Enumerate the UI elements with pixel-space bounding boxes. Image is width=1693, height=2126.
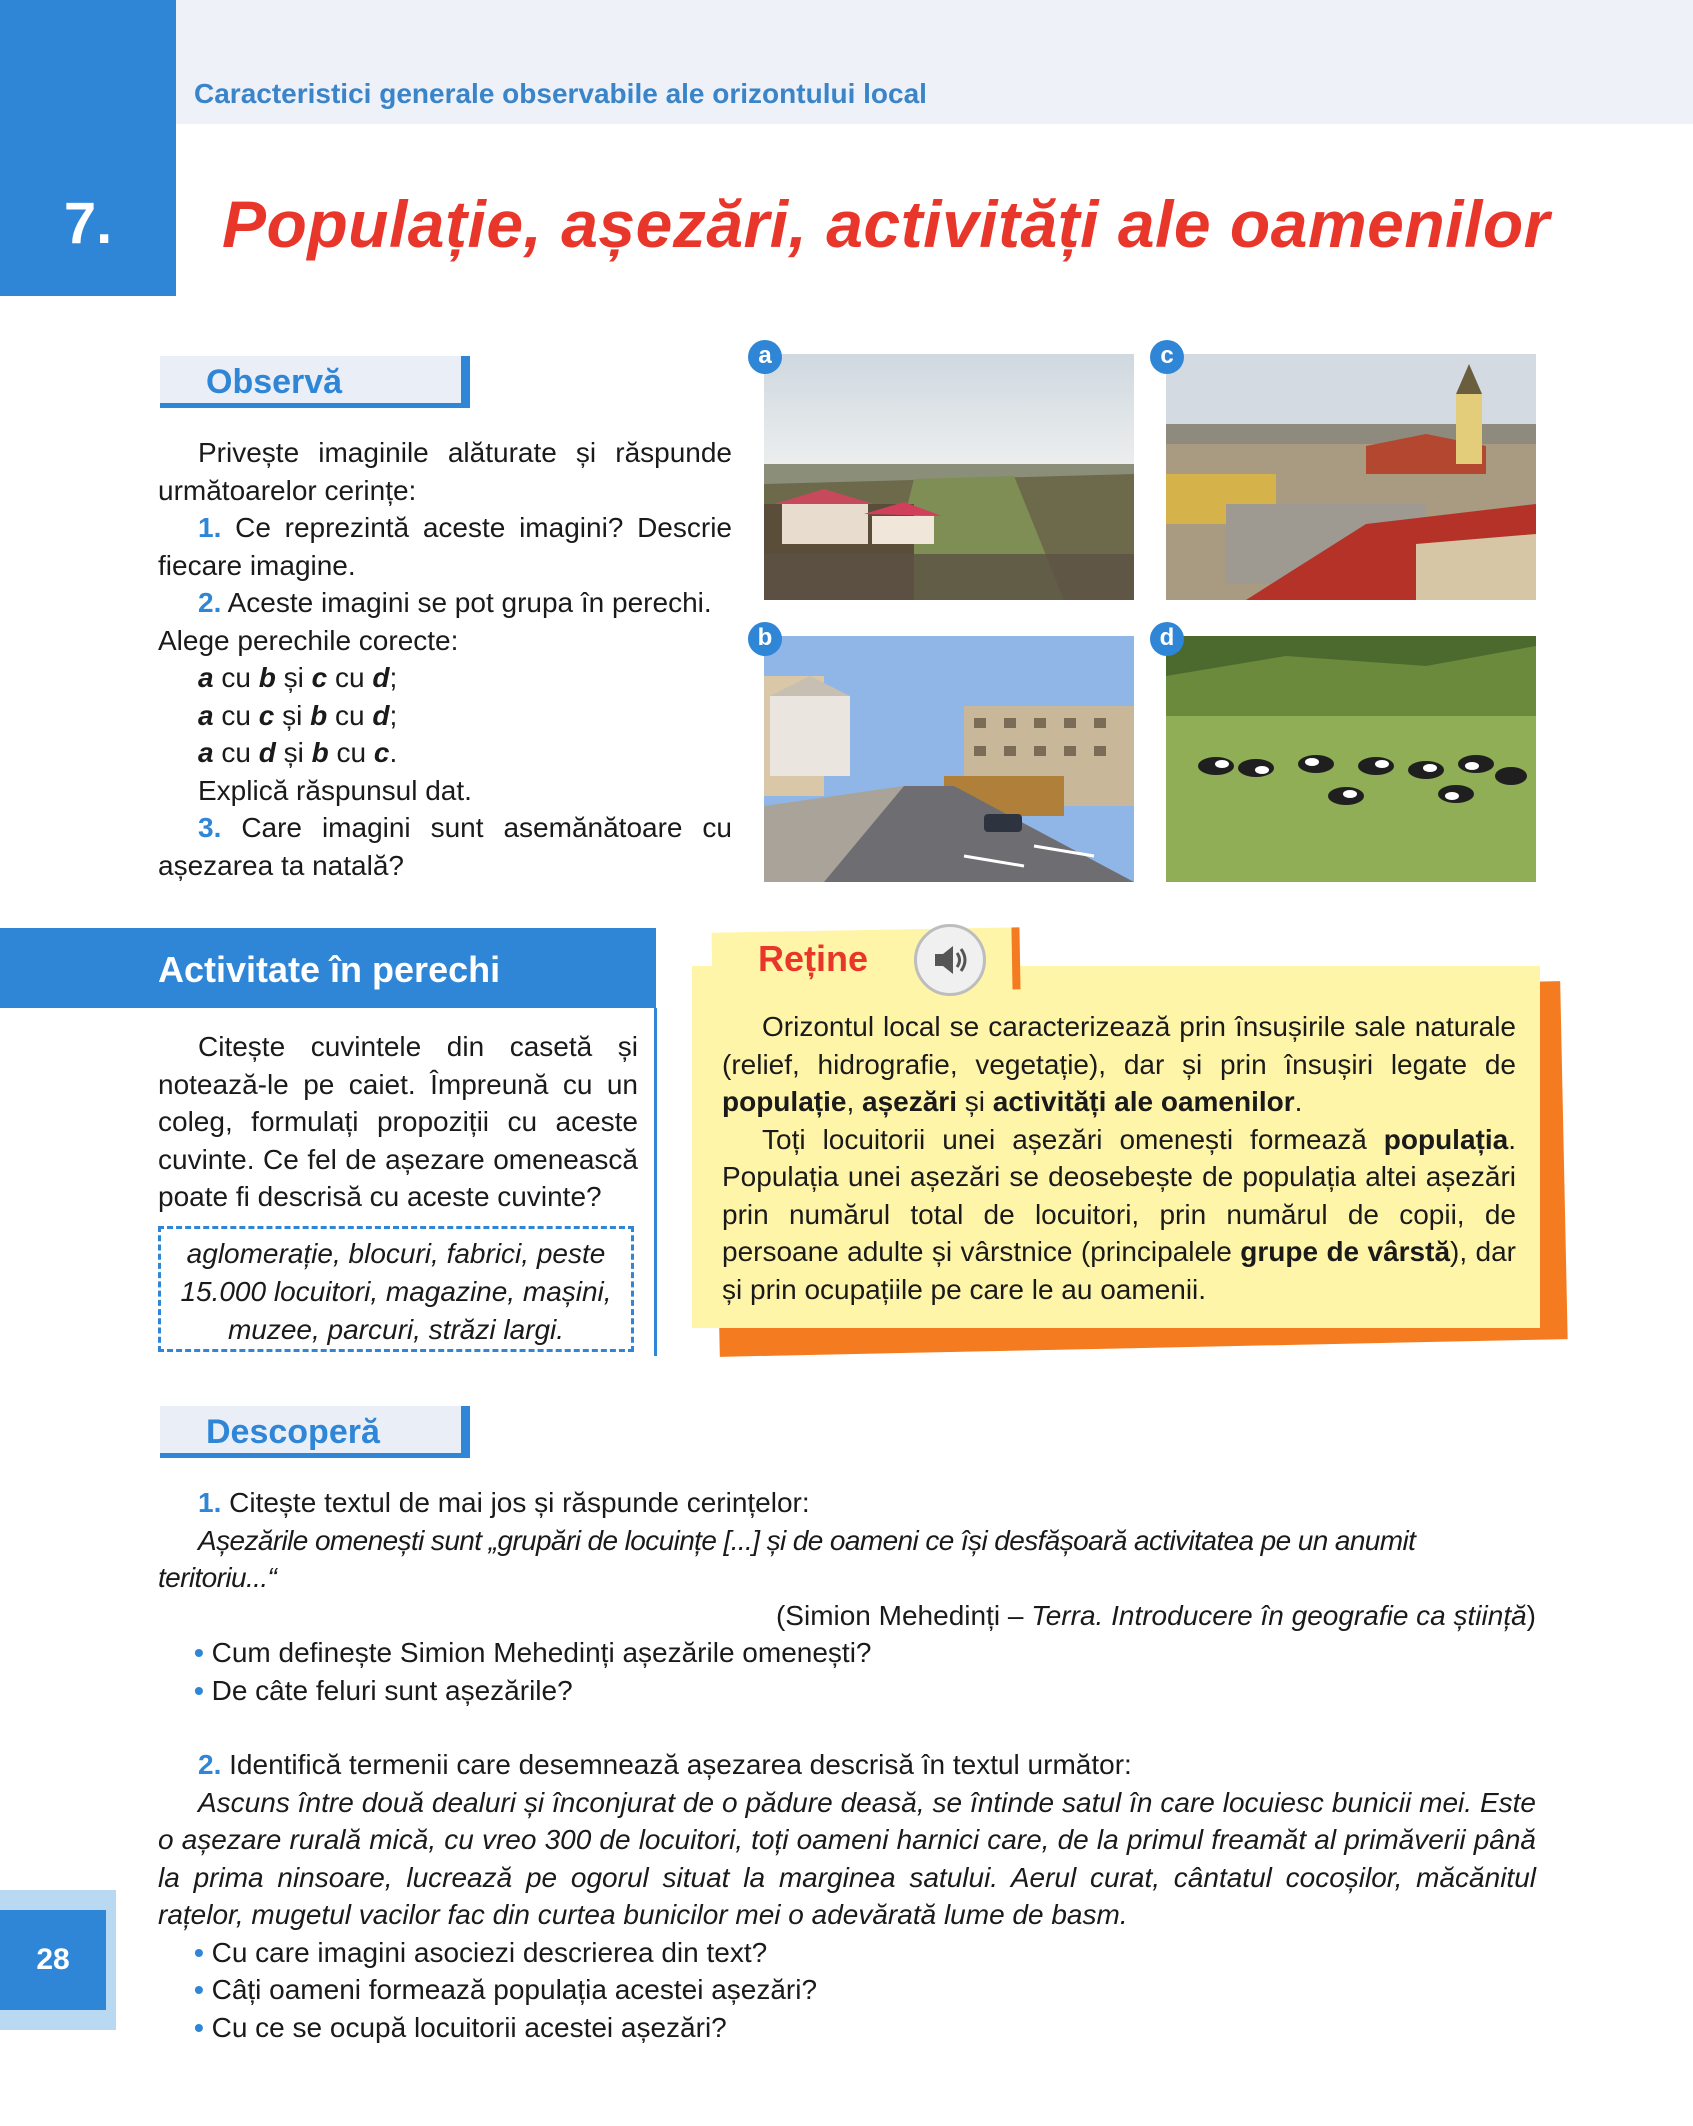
descopera-body [158, 1484, 1536, 2046]
q3-number: 3. [198, 812, 222, 843]
retine-p2: Toți locuitorii unei așezări omenești formează populația. Populația unei așezări se deosebește de populația altei așezări prin numărul total de locuitori, prin numărul de copii, de persoane adulte și vârstnice (principalele grupe de vârstă), dar și prin ocupațiile pe care le au oamenii. [722, 1123, 1516, 1305]
q1-number: 1. [198, 512, 222, 543]
observa-body [158, 434, 732, 884]
pair-option: a cu d și b cu c. [198, 737, 398, 768]
breadcrumb: Caracteristici generale observabile ale orizontului local [194, 78, 927, 109]
pair-option: a cu c și b cu d; [198, 699, 398, 731]
descopera-bullet: • De câte feluri sunt așezările? [194, 1674, 573, 1706]
descopera-q2: 2. Identifică termenii care desemnează așezarea descrisă în textul următor: [198, 1749, 1132, 1780]
photo-c-old-town [1166, 354, 1536, 600]
q3-text: Care imagini sunt asemănătoare cu așezarea ta natală? [158, 812, 732, 881]
observa-q3 [158, 809, 732, 884]
retine-heading: Reține [758, 938, 869, 979]
photo-d-pasture [1166, 636, 1536, 882]
descopera-quote: Așezările omenești sunt „grupări de locuințe [...] și de oameni ce își desfășoară activitatea pe un anumit teritoriu...“ [158, 1524, 1416, 1593]
page-number: 28 [0, 1910, 106, 2010]
observa-q1 [158, 509, 732, 584]
descopera-heading: Descoperă [160, 1406, 470, 1458]
q1-text: Ce reprezintă aceste imagini? Descrie fiecare imagine. [158, 512, 732, 581]
activitate-heading: Activitate în perechi [0, 928, 656, 1008]
observa-heading: Observă [160, 356, 470, 408]
word-box: aglomerație, blocuri, fabrici, peste 15.000 locuitori, magazine, mașini, muzee, parcuri, străzi largi. [158, 1226, 634, 1352]
descopera-bullet: • Câți oameni formează populația acestei așezări? [194, 1974, 818, 2005]
descopera-text2: Ascuns între două dealuri și înconjurat de o pădure deasă, se întinde satul în care locuiesc bunicii mei. Este o așezare rurală mică, cu vreo 300 de locuitori, toți oameni harnici care, de la primul freamăt al primăverii până la prima ninsoare, lucrează pe ogorul situat la marginea satului. Aerul curat, cântatul cocoșilor, măcănitul rațelor, mugetul vacilor fac din curtea bunicilor mei o adevărată lume de basm. [158, 1786, 1536, 1930]
speaker-icon[interactable] [914, 924, 986, 996]
photo-b-city [764, 636, 1134, 882]
photo-a-village [764, 354, 1134, 600]
retine-body [722, 1008, 1516, 1308]
q2-text: Aceste imagini se pot grupa în perechi. Alege perechile corecte: [158, 587, 712, 656]
descopera-q1: 1. Citește textul de mai jos și răspunde cerințelor: [198, 1487, 810, 1518]
activitate-border [654, 1008, 657, 1356]
activitate-text [158, 1028, 638, 1216]
photo-b-badge: b [748, 622, 782, 656]
retine-p1: Orizontul local se caracterizează prin însușirile sale naturale (relief, hidrografie, vegetație), dar și prin însușiri legate de populație, așezări și activități ale oamenilor. [722, 1011, 1516, 1117]
observa-q2 [158, 584, 732, 659]
photo-d-badge: d [1150, 622, 1184, 656]
observa-intro: Privește imaginile alăturate și răspunde următoarelor cerințe: [158, 437, 732, 506]
photo-c-badge: c [1150, 340, 1184, 374]
observa-explain: Explică răspunsul dat. [198, 774, 472, 806]
descopera-bullet: • Cu ce se ocupă locuitorii acestei așezări? [194, 2011, 727, 2043]
descopera-bullet: • Cum definește Simion Mehedinți așezările omenești? [194, 1637, 872, 1668]
photo-a-badge: a [748, 340, 782, 374]
descopera-source: (Simion Mehedinți – Terra. Introducere în geografie ca știință) [775, 1599, 1536, 1631]
chapter-number: 7. [63, 191, 113, 256]
pair-option: a cu b și c cu d; [198, 662, 398, 693]
descopera-bullet: • Cu care imagini asociezi descrierea din text? [194, 1936, 768, 1968]
activitate-paragraph: Citește cuvintele din casetă și notează-le pe caiet. Împreună cu un coleg, formulați propoziții cu aceste cuvinte. Ce fel de așezare omenească poate fi descrisă cu aceste cuvinte? [158, 1031, 638, 1212]
page-title: Populație, așezări, activități ale oamenilor [222, 187, 1550, 261]
q2-number: 2. [198, 587, 222, 618]
